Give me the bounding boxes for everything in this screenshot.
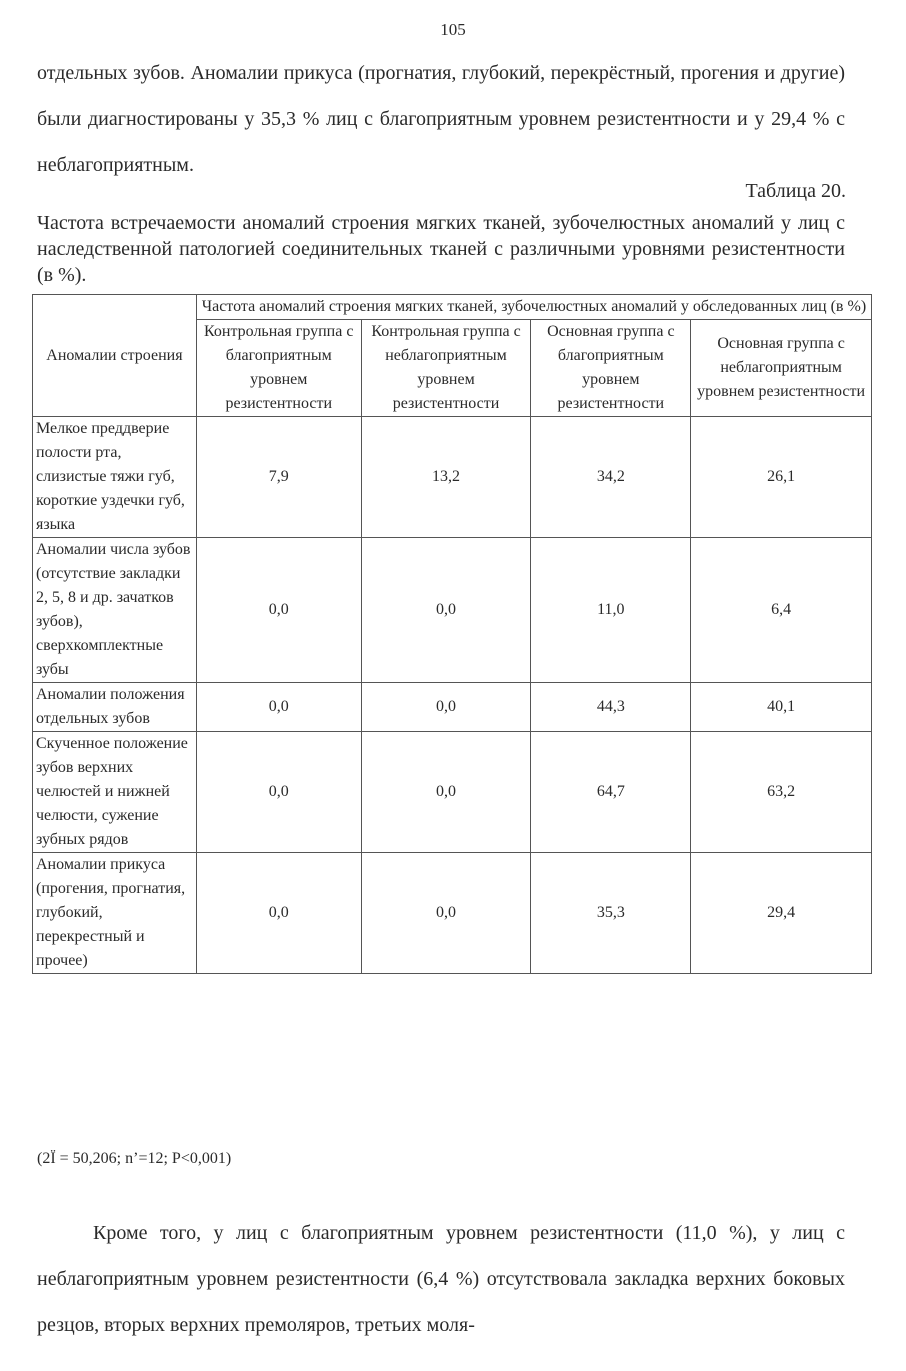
- row-label: Аномалии прикуса (прогения, прогнатия, глубокий, перекрестный и прочее): [33, 853, 197, 974]
- table-cell: 40,1: [691, 683, 872, 732]
- table-cell: 64,7: [531, 732, 691, 853]
- table-cell: 0,0: [361, 683, 531, 732]
- bottom-paragraph: Кроме того, у лиц с благоприятным уровнем резистентности (11,0 %), у лиц с неблагоприятным уровнем резистентности (6,4 %) отсутствовала закладка верхних боковых резцов, вторых верхних премоляров, третьих моля-: [37, 1222, 845, 1336]
- table-cell: 13,2: [361, 417, 531, 538]
- data-table: [32, 294, 872, 974]
- column-header: Контрольная группа с неблагоприятным уровнем резистентности: [361, 320, 531, 417]
- table-cell: 7,9: [196, 417, 361, 538]
- table-cell: 0,0: [361, 853, 531, 974]
- table-cell: 34,2: [531, 417, 691, 538]
- table-row: [33, 732, 872, 853]
- row-label: Скученное положение зубов верхних челюстей и нижней челюсти, сужение зубных рядов: [33, 732, 197, 853]
- table-header-row-1: [33, 295, 872, 320]
- table-cell: 0,0: [196, 853, 361, 974]
- table-row: [33, 853, 872, 974]
- table-row: [33, 683, 872, 732]
- row-header: Аномалии строения: [33, 295, 197, 417]
- table-cell: 0,0: [361, 732, 531, 853]
- table-caption: Частота встречаемости аномалий строения мягких тканей, зубочелюстных аномалий у лиц с наследственной патологией соединительных тканей с различными уровнями резистентности (в %).: [37, 212, 845, 286]
- table-cell: 63,2: [691, 732, 872, 853]
- column-group-header: Частота аномалий строения мягких тканей, зубочелюстных аномалий у обследованных лиц (в %): [196, 295, 871, 320]
- table-label: Таблица 20.: [745, 180, 846, 202]
- table-cell: 29,4: [691, 853, 872, 974]
- table-cell: 0,0: [196, 538, 361, 683]
- table-cell: 0,0: [196, 683, 361, 732]
- row-label: Мелкое преддверие полости рта, слизистые тяжи губ, короткие уздечки губ, языка: [33, 417, 197, 538]
- table-cell: 35,3: [531, 853, 691, 974]
- row-label: Аномалии положения отдельных зубов: [33, 683, 197, 732]
- statistics-note: (2Ï = 50,206; n’=12; P<0,001): [37, 1150, 232, 1167]
- table-cell: 26,1: [691, 417, 872, 538]
- table-cell: 44,3: [531, 683, 691, 732]
- column-header: Основная группа с неблагоприятным уровнем резистентности: [691, 320, 872, 417]
- table-cell: 6,4: [691, 538, 872, 683]
- intro-paragraph: отдельных зубов. Аномалии прикуса (прогнатия, глубокий, перекрёстный, прогения и другие) были диагностированы у 35,3 % лиц с благоприятным уровнем резистентности и у 29,4 % с неблагоприятным.: [37, 62, 845, 176]
- table-row: [33, 538, 872, 683]
- column-header: Основная группа с благоприятным уровнем резистентности: [531, 320, 691, 417]
- table-cell: 0,0: [196, 732, 361, 853]
- table-cell: 11,0: [531, 538, 691, 683]
- table-row: [33, 417, 872, 538]
- column-header: Контрольная группа с благоприятным уровнем резистентности: [196, 320, 361, 417]
- row-label: Аномалии числа зубов (отсутствие закладки 2, 5, 8 и др. зачатков зубов), сверхкомплектные зубы: [33, 538, 197, 683]
- page-number: 105: [440, 20, 466, 39]
- table-cell: 0,0: [361, 538, 531, 683]
